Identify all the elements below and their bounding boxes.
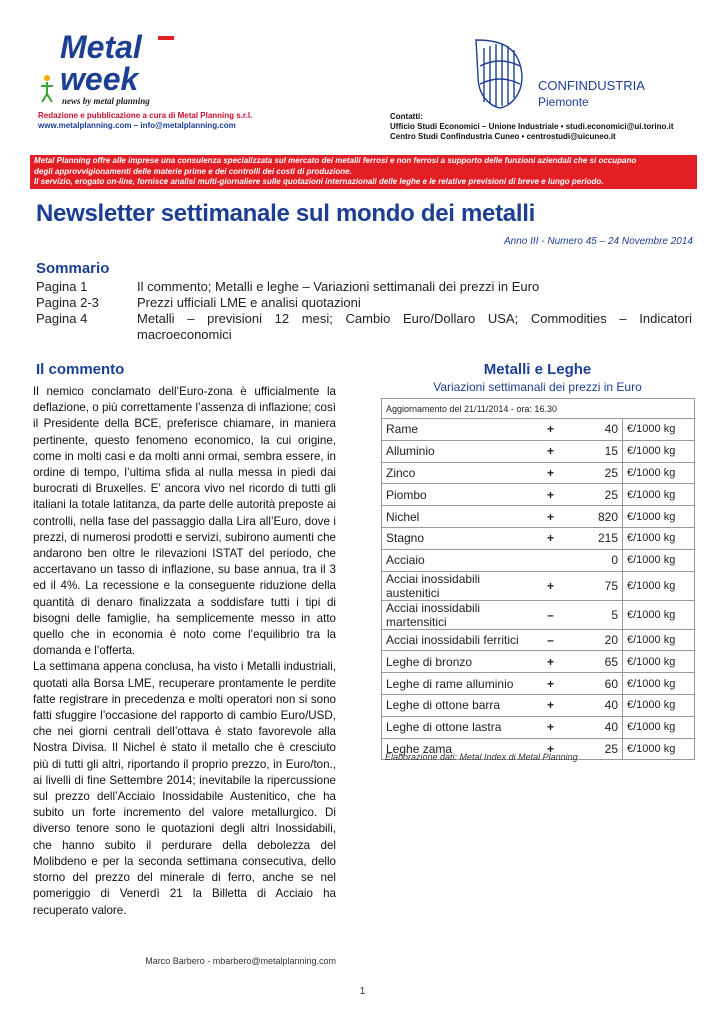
change-unit: €/1000 kg bbox=[623, 673, 695, 695]
summary-page: Pagina 4 bbox=[36, 311, 88, 326]
contacts-line-1: Ufficio Studi Economici – Unione Industriale • studi.economici@ui.torino.it bbox=[390, 122, 674, 131]
change-unit: €/1000 kg bbox=[623, 651, 695, 673]
price-row bbox=[382, 571, 695, 600]
contacts-block bbox=[390, 112, 674, 142]
metal-name: Acciai inossidabili austenitici bbox=[382, 571, 537, 600]
summary-text: Metalli – previsioni 12 mesi; Cambio Euro/Dollaro USA; Commodities – Indicatori macroeconomici bbox=[137, 311, 692, 342]
issue-info: Anno III - Numero 45 – 24 Novembre 2014 bbox=[504, 236, 693, 247]
change-value: 75 bbox=[565, 571, 623, 600]
change-unit: €/1000 kg bbox=[623, 600, 695, 629]
metal-name: Piombo bbox=[382, 484, 537, 506]
change-value: 215 bbox=[565, 527, 623, 549]
summary-page: Pagina 2-3 bbox=[36, 295, 99, 310]
change-unit: €/1000 kg bbox=[623, 440, 695, 462]
change-sign: + bbox=[537, 440, 565, 462]
metal-name: Leghe di ottone barra bbox=[382, 694, 537, 716]
change-value: 60 bbox=[565, 673, 623, 695]
change-value: 65 bbox=[565, 651, 623, 673]
price-row bbox=[382, 673, 695, 695]
data-source: Elaborazione dati: Metal Index di Metal Planning bbox=[385, 752, 578, 762]
change-value: 25 bbox=[565, 484, 623, 506]
price-row bbox=[382, 629, 695, 651]
change-unit: €/1000 kg bbox=[623, 629, 695, 651]
change-unit: €/1000 kg bbox=[623, 462, 695, 484]
logo-text-top: Metal bbox=[60, 29, 142, 65]
price-row bbox=[382, 462, 695, 484]
confindustria-name: CONFINDUSTRIA bbox=[538, 78, 645, 93]
change-value: 40 bbox=[565, 419, 623, 441]
editor-info bbox=[38, 111, 252, 131]
change-sign: + bbox=[537, 484, 565, 506]
confindustria-logo bbox=[470, 36, 660, 116]
change-value: 40 bbox=[565, 716, 623, 738]
change-unit: €/1000 kg bbox=[623, 549, 695, 571]
commento-body bbox=[33, 384, 336, 919]
confindustria-region: Piemonte bbox=[538, 95, 589, 109]
editor-line: Redazione e pubblicazione a cura di Metal Planning s.r.l. bbox=[38, 111, 253, 120]
price-row bbox=[382, 716, 695, 738]
change-sign: + bbox=[537, 651, 565, 673]
banner-line-3: Il servizio, erogato on-line, fornisce analisi multi-giornaliere sulle quotazioni internazionali delle leghe e le relative previsioni di breve e lungo periodo. bbox=[34, 177, 604, 187]
metal-week-logo-graphic bbox=[38, 28, 183, 110]
metalli-heading: Metalli e Leghe bbox=[483, 361, 592, 378]
change-sign: + bbox=[537, 673, 565, 695]
price-row bbox=[382, 506, 695, 528]
price-row bbox=[382, 484, 695, 506]
price-row bbox=[382, 600, 695, 629]
page-number: 1 bbox=[359, 986, 366, 997]
change-unit: €/1000 kg bbox=[623, 716, 695, 738]
change-sign: – bbox=[537, 629, 565, 651]
summary-text: Prezzi ufficiali LME e analisi quotazioni bbox=[137, 295, 361, 310]
price-row bbox=[382, 694, 695, 716]
metal-name: Leghe di rame alluminio bbox=[382, 673, 537, 695]
change-sign: + bbox=[537, 419, 565, 441]
summary-heading: Sommario bbox=[36, 260, 110, 277]
change-unit: €/1000 kg bbox=[623, 738, 695, 760]
summary-item bbox=[36, 279, 692, 295]
change-value: 25 bbox=[565, 738, 623, 760]
change-value: 0 bbox=[565, 549, 623, 571]
change-unit: €/1000 kg bbox=[623, 571, 695, 600]
metal-name: Nichel bbox=[382, 506, 537, 528]
change-value: 820 bbox=[565, 506, 623, 528]
newsletter-title: Newsletter settimanale sul mondo dei metalli bbox=[36, 200, 535, 227]
confindustria-emblem-icon bbox=[470, 36, 660, 116]
price-row bbox=[382, 527, 695, 549]
change-unit: €/1000 kg bbox=[623, 484, 695, 506]
change-unit: €/1000 kg bbox=[623, 527, 695, 549]
change-sign: + bbox=[537, 738, 565, 760]
summary-page: Pagina 1 bbox=[36, 279, 88, 294]
logo-figure-head bbox=[44, 75, 50, 81]
service-banner bbox=[30, 155, 697, 189]
update-row bbox=[382, 399, 695, 419]
metal-name: Acciai inossidabili martensitici bbox=[382, 600, 537, 629]
change-sign: – bbox=[537, 600, 565, 629]
price-row bbox=[382, 440, 695, 462]
change-sign: + bbox=[537, 462, 565, 484]
metal-name: Zinco bbox=[382, 462, 537, 484]
change-sign: + bbox=[537, 506, 565, 528]
metal-name: Leghe di bronzo bbox=[382, 651, 537, 673]
logo-tagline: news by metal planning bbox=[62, 96, 150, 106]
metal-name: Stagno bbox=[382, 527, 537, 549]
change-unit: €/1000 kg bbox=[623, 694, 695, 716]
commento-paragraph-2: La settimana appena conclusa, ha visto i Metalli industriali, quotati alla Borsa LME, recuperare prontamente le perdite fatte registrare in precedenza e molti operatori non si sono fatti sfuggire l’occasione del rapporto di cambio Euro/USD, che nei giorni centrali dell’ottava è stato favorevole alla Nostra Divisa. Il Nichel è stato il metallo che è cresciuto più di tutti gli altri, riportando il proprio prezzo, in Euro/ton., ai livelli di fine Settembre 2014; inevitabile la ripercussione sul prezzo dell’Acciaio Inossidabile Austenitico, che ha subito un forte incremento del valore metallurgico. Di diverso tenore sono le quotazioni degli altri Inossidabili, che hanno subito il perdurare della debolezza del Molibdeno e per la seconda settimana consecutiva, dello storno del prezzo del minerale di ferro, anche se nel pomeriggio di Venerdì 21 la Billetta di Acciaio ha recuperato valore. bbox=[33, 660, 336, 917]
metal-name: Acciai inossidabili ferritici bbox=[382, 629, 537, 651]
price-row bbox=[382, 549, 695, 571]
update-cell: Aggiornamento del 21/11/2014 - ora: 16.30 bbox=[382, 399, 695, 419]
logo-figure-body bbox=[41, 82, 53, 102]
contacts-label: Contatti: bbox=[390, 112, 423, 121]
change-value: 20 bbox=[565, 629, 623, 651]
price-row bbox=[382, 651, 695, 673]
metal-name: Leghe zama bbox=[382, 738, 537, 760]
author-signature: Marco Barbero - mbarbero@metalplanning.com bbox=[145, 956, 336, 966]
editor-links[interactable]: www.metalplanning.com – info@metalplanning.com bbox=[38, 121, 236, 130]
change-sign: + bbox=[537, 571, 565, 600]
summary-list bbox=[36, 279, 692, 343]
commento-paragraph-1: Il nemico conclamato dell’Euro-zona è ufficialmente la deflazione, o più correttamente l’assenza di inflazione; così il Presidente della BCE, preferisce chiamare, in maniera pertinente, questo fenomeno economico, la cui origine, come in molti casi e da molti anni ormai, sembra essere, in ordine di tempo, l’ultima sfida al nulla messa in piedi dai burocrati di Bruxelles. E’ ancora vivo nel ricordo di tutti gli italiani la totale latitanza, da parte delle autorità preposte ai controlli, nella fase del passaggio dalla Lira all’Euro, dove i prezzi, di numerosi prodotti e servizi, subirono aumenti che andarono ben oltre le rilevazioni ISTAT del periodo, che accertavano un tasso di inflazione, su base annua, tra il 3 ed il 4%. La recessione e la conseguente riduzione della quantità di denaro finalizzata a soddisfare tutti i tipi di bisogni delle famiglie, ha semplicemente messo in atto quello che in economia è noto come l’equilibrio tra la domanda e l’offerta. bbox=[33, 385, 336, 658]
price-row bbox=[382, 419, 695, 441]
change-value: 25 bbox=[565, 462, 623, 484]
change-sign bbox=[537, 549, 565, 571]
metal-week-logo bbox=[38, 28, 183, 110]
logo-text-bottom: week bbox=[60, 61, 139, 97]
change-sign: + bbox=[537, 694, 565, 716]
metalli-subheading: Variazioni settimanali dei prezzi in Euro bbox=[433, 380, 642, 394]
change-unit: €/1000 kg bbox=[623, 506, 695, 528]
summary-text: Il commento; Metalli e leghe – Variazioni settimanali dei prezzi in Euro bbox=[137, 279, 540, 294]
metal-name: Rame bbox=[382, 419, 537, 441]
contacts-line-2: Centro Studi Confindustria Cuneo • centrostudi@uicuneo.it bbox=[390, 132, 616, 141]
metal-name: Leghe di ottone lastra bbox=[382, 716, 537, 738]
summary-item bbox=[36, 311, 692, 343]
logo-accent-bar bbox=[158, 36, 174, 40]
change-unit: €/1000 kg bbox=[623, 419, 695, 441]
metal-name: Alluminio bbox=[382, 440, 537, 462]
commento-heading: Il commento bbox=[36, 361, 125, 378]
banner-line-1: Metal Planning offre alle imprese una consulenza specializzata sul mercato dei metalli ferrosi e non ferrosi a supporto delle funzioni aziendali che si occupano bbox=[34, 156, 637, 165]
banner-line-2: degli approvvigionamenti delle materie prime e dei controlli dei costi di produzione. bbox=[34, 166, 352, 176]
change-sign: + bbox=[537, 716, 565, 738]
change-value: 5 bbox=[565, 600, 623, 629]
change-value: 40 bbox=[565, 694, 623, 716]
change-value: 15 bbox=[565, 440, 623, 462]
metal-name: Acciaio bbox=[382, 549, 537, 571]
summary-item bbox=[36, 295, 692, 311]
price-change-table bbox=[381, 398, 695, 760]
change-sign: + bbox=[537, 527, 565, 549]
